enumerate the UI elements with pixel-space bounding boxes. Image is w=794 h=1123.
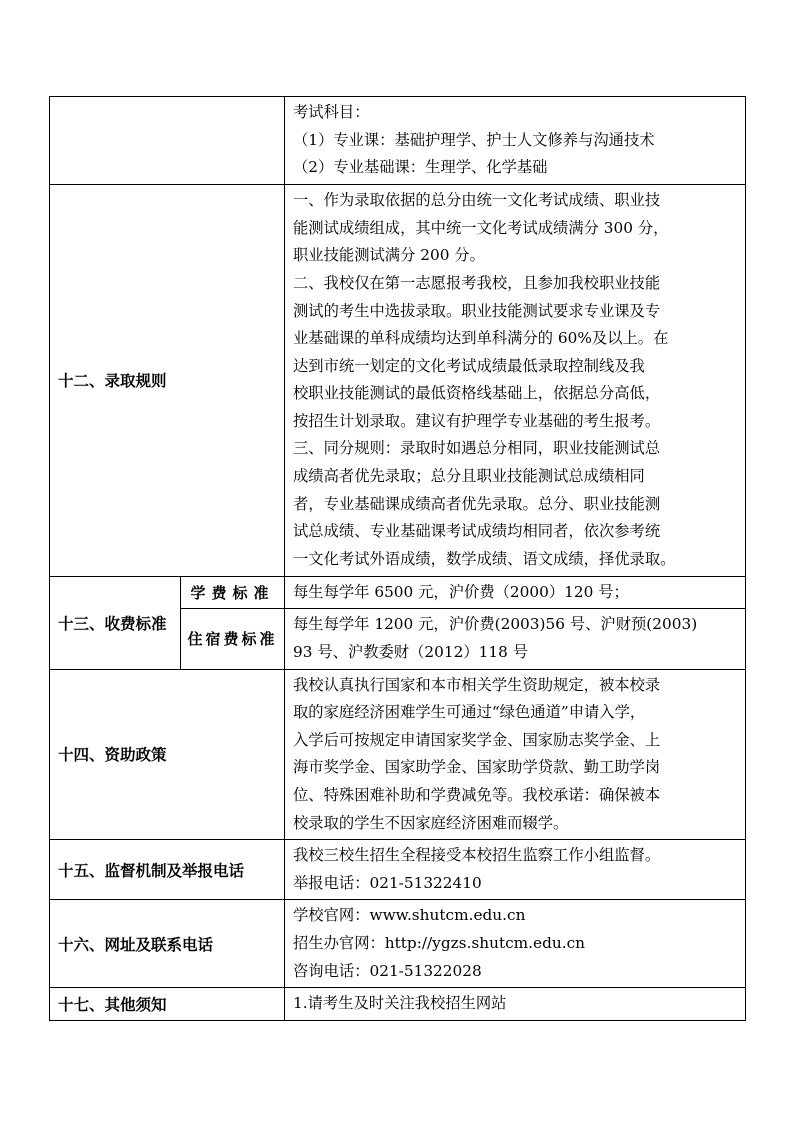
fee-standards-label: 十三、收费标准 — [50, 576, 181, 669]
supervision-row — [50, 840, 746, 900]
contact-row — [50, 900, 746, 988]
content-line: 一文化考试外语成绩，数学成绩、语文成绩，择优录取。 — [293, 549, 676, 568]
content-line: 二、我校仅在第一志愿报考我校，且参加我校职业技能 — [293, 273, 661, 292]
fee-tuition-row — [50, 576, 746, 609]
other-notes-row — [50, 988, 746, 1021]
school-website-line: 学校官网：www.shutcm.edu.cn — [293, 906, 526, 925]
content-line: 每生每学年 6500 元，沪价费（2000）120 号； — [293, 582, 629, 601]
other-notes-label: 十七、其他须知 — [50, 988, 285, 1021]
content-line: 考试科目： — [293, 103, 370, 121]
admissions-website-line: 招生办官网：http://ygzs.shutcm.edu.cn — [293, 933, 586, 952]
contact-content — [285, 900, 746, 988]
content-line: 成绩高者优先录取；总分且职业技能测试总成绩相同 — [293, 467, 645, 486]
content-line: 三、同分规则：录取时如遇总分相同，职业技能测试总 — [293, 439, 661, 458]
tuition-standard-content — [285, 576, 746, 609]
financial-aid-label: 十四、资助政策 — [50, 669, 285, 840]
exam-subjects-row — [50, 97, 746, 185]
content-line: （1）专业课：基础护理学、护士人文修养与沟通技术 — [293, 130, 655, 149]
contact-label: 十六、网址及联系电话 — [50, 900, 285, 988]
admission-rules-content — [285, 184, 746, 576]
content-line: 入学后可按规定申请国家奖学金、国家励志奖学金、上 — [293, 730, 661, 749]
content-line: 测试的考生中选拔录取。职业技能测试要求专业课及专 — [293, 301, 661, 320]
content-line: 业基础课的单科成绩均达到单科满分的 60%及以上。在 — [293, 329, 669, 348]
tuition-standard-label: 学费标准 — [181, 576, 285, 609]
exam-subjects-content — [285, 97, 746, 185]
financial-aid-row — [50, 669, 746, 840]
admission-rules-row — [50, 184, 746, 576]
content-line: 校职业技能测试的最低资格线基础上，依据总分高低， — [293, 384, 661, 403]
financial-aid-content — [285, 669, 746, 840]
content-line: 职业技能测试满分 200 分。 — [293, 246, 485, 265]
supervision-label: 十五、监督机制及举报电话 — [50, 840, 285, 900]
content-line: 取的家庭经济困难学生可通过“绿色通道”申请入学， — [293, 703, 646, 722]
content-line: 达到市统一划定的文化考试成绩最低录取控制线及我 — [293, 356, 645, 375]
content-line: 能测试成绩组成，其中统一文化考试成绩满分 300 分， — [293, 218, 669, 237]
dorm-fee-standard-content — [285, 609, 746, 669]
content-line: 者，专业基础课成绩高者优先录取。总分、职业技能测 — [293, 494, 661, 513]
content-line: 位、特殊困难补助和学费减免等。我校承诺：确保被本 — [293, 785, 661, 804]
content-line: 1.请考生及时关注我校招生网站 — [293, 994, 507, 1013]
other-notes-content — [285, 988, 746, 1021]
content-line: 举报电话：021-51322410 — [293, 873, 482, 892]
content-line: 一、作为录取依据的总分由统一文化考试成绩、职业技 — [293, 191, 661, 210]
supervision-content — [285, 840, 746, 900]
content-line: 试总成绩、专业基础课考试成绩均相同者，依次参考统 — [293, 522, 661, 541]
consult-phone-line: 咨询电话：021-51322028 — [293, 961, 482, 980]
exam-subjects-label — [50, 97, 285, 185]
content-line: 每生每学年 1200 元，沪价费(2003)56 号、沪财预(2003) — [293, 615, 698, 634]
dorm-fee-standard-label: 住宿费标准 — [181, 609, 285, 669]
content-line: 校录取的学生不因家庭经济困难而辍学。 — [293, 813, 569, 832]
content-line: 我校三校生招生全程接受本校招生监察工作小组监督。 — [293, 846, 661, 865]
content-line: 按招生计划录取。建议有护理学专业基础的考生报考。 — [293, 411, 661, 430]
admission-rules-label: 十二、录取规则 — [50, 184, 285, 576]
content-line: 93 号、沪教委财（2012）118 号 — [293, 642, 528, 661]
admission-info-table — [49, 96, 746, 1021]
content-line: （2）专业基础课：生理学、化学基础 — [293, 158, 548, 177]
content-line: 海市奖学金、国家助学金、国家助学贷款、勤工助学岗 — [293, 758, 661, 777]
content-line: 我校认真执行国家和本市相关学生资助规定，被本校录 — [293, 675, 661, 694]
admission-info-table-page — [49, 96, 745, 1021]
